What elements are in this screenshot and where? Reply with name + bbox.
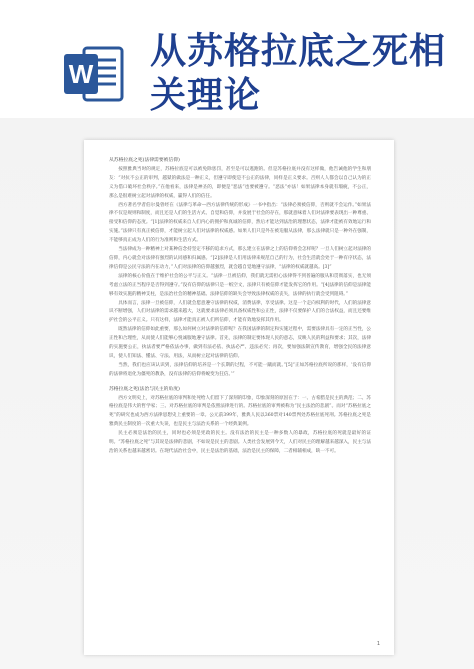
paragraph: 既然法律的信仰如此重要，那么如何树立对法律的信仰呢？在我国法律的制定和实施过程中，需要法律具有一定的正当性，公正性和合理性，从而使人们能够心悦诚服地遵守法律。首先，法律的制定要体现人民的意志，反映人民的利益和要求；其次，法律的实施要公正，执法者要严格依法办事，做到有法必依、执法必严、违法必究；再次，要加强法制宣传教育，增强全民的法律意识，使人们知法、懂法、守法、用法，从而树立起对法律的信仰。 [109, 327, 371, 359]
paragraph: 按照雅典当时的规定，苏格拉底是可以被免除惩罚，甚至是可以逃跑的。但是苏格拉底并没有这样做，他告诫他的学生和朋友：“对抗不公正的审判，越狱的做法是一种正义，但遵守即使是不公正的法律，同样是正义要求。否则人人都会以自己认为的正义为借口破坏社会秩序。”在他看来，法律是神圣的，即便是“恶法”也要被遵守。“恶法”亦法！如果法律本身就有瑕疵，不公正，那么是很难树立起对法律的权威，赢得人们的信任。 [109, 166, 371, 199]
paragraph: 民主必须是法治的民主，同时也必须是宪政的民主。没有法治的民主是一种多数人的暴政，苏格拉底的死就是最好的证明。“苏格拉底之死”与其说是法律的悲剧，不如说是民主的悲剧。人类社会发展到今天，人们对民主的理解越来越深入，民主与法治的关系也越来越密切。在现代法治社会中，民主是法治的基础，法治是民主的保障，二者相辅相成，缺一不可。 [109, 431, 371, 454]
document-body [109, 157, 371, 457]
section-heading: 从苏格拉底之死(法律需要被信仰) [109, 158, 180, 163]
word-icon-letter: W [68, 59, 94, 89]
header-banner [0, 0, 474, 120]
paragraph: 当法律成为一种精神上对某种信念持坚定不移的追求方式，那么建立在法律之上的信仰将会怎样呢？一旦人们树立起对法律的信仰，内心就会对法律有强烈的认同感和归属感。“[2]法律是人们用法律来规范自己的行为，社会生活就会处于一种有序状态，法律信仰是公民守法的内在动力，”人们对法律的信仰越强烈，就会越自觉地遵守法律，“法律的权威就越高。[3]” [109, 247, 371, 270]
page-title: 从苏格拉底之死相关理论 [150, 31, 447, 116]
paragraph: 具体而言，法律一旦被信仰，人们就会愿意遵守法律的权威，消费法律，享受法律。这是一个走向权利的时代，人们的法律意识不断增强，人们对法律的需求越来越大，这就要求法律必须具备权威性和公正性，法律不仅要保护人们的合法权益，而且还要维护社会的公平正义。只有这样，法律才能真正被人们所信仰，才能有效地发挥其作用。 [109, 300, 371, 324]
paragraph: 西方文明史上，对苏格拉底的审判和处死给人们留下了深刻的印象，印象深刻的原因在于：一、古希腊是民主的典范；二、苏格拉底是伟大的哲学家；三、对苏格拉底的审判是依照法律进行的。苏格拉底的审判被称为“民主法治的悲剧”。而对“苏格拉底之死”的研究也成为西方法律思想史上重要的一章。公元前399年，雅典人民以360票对140票判处苏格拉底死刑。苏格拉底之死是雅典民主制度的一次重大失误，也是民主与法治关系的一个经典案例。 [109, 395, 371, 428]
document-page [84, 140, 394, 655]
page-number: 1 [376, 641, 380, 647]
paragraph: 当然，我们也应该认识到，法律信仰的培养是一个长期的过程，不可能一蹴而就。”[5]“正如苏格拉底所说的那样，‘没有信仰的法律将退化为僵死的教条，没有法律的信仰将蜕变为狂信。’” [109, 362, 371, 377]
paragraph: 法律的核心价值在于维护社会的公平与正义。“法律一旦被信仰，我们就无需担心法律得不到普遍的服从和贯彻落实，也无须考虑立法的正当程序是否得到遵守。”没有信仰的法律只是一纸空文，法律只有被信仰才能发挥它的作用。“[4]法律的信仰是法律能够有效实施的精神支柱，是法治社会的精神基础。法律信仰的缺失会导致法律权威的丧失，法律的执行就会受到阻碍。” [109, 273, 371, 297]
section-heading: 苏格拉底之死(法治与民主的角度) [109, 386, 180, 392]
paragraph: 西方著名学者伯尔曼曾经在《法律与革命—西方法律传统的形成》一书中指出：“法律必须被信仰，否则就不会运作。”如果法律不仅是规则和制度，而且还是人们的生活方式、自觉和信仰，并发展于社会的存在，那就意味着人们对法律要表现出一种尊重、接受和信仰的态度。“[1]法律的权威来自人们内心的拥护和真诚的信仰，然后才能达到法治的理想状态，法律才能被有效地运行和实施。”法律只有真正被信仰，才能树立起人们对法律的权威感。如果人们只是外在被迫服从法律，那么法律就只是一种外在强制，不能够真正成为人们的行为准则和生活方式。 [109, 202, 371, 244]
word-document-icon [62, 42, 126, 106]
